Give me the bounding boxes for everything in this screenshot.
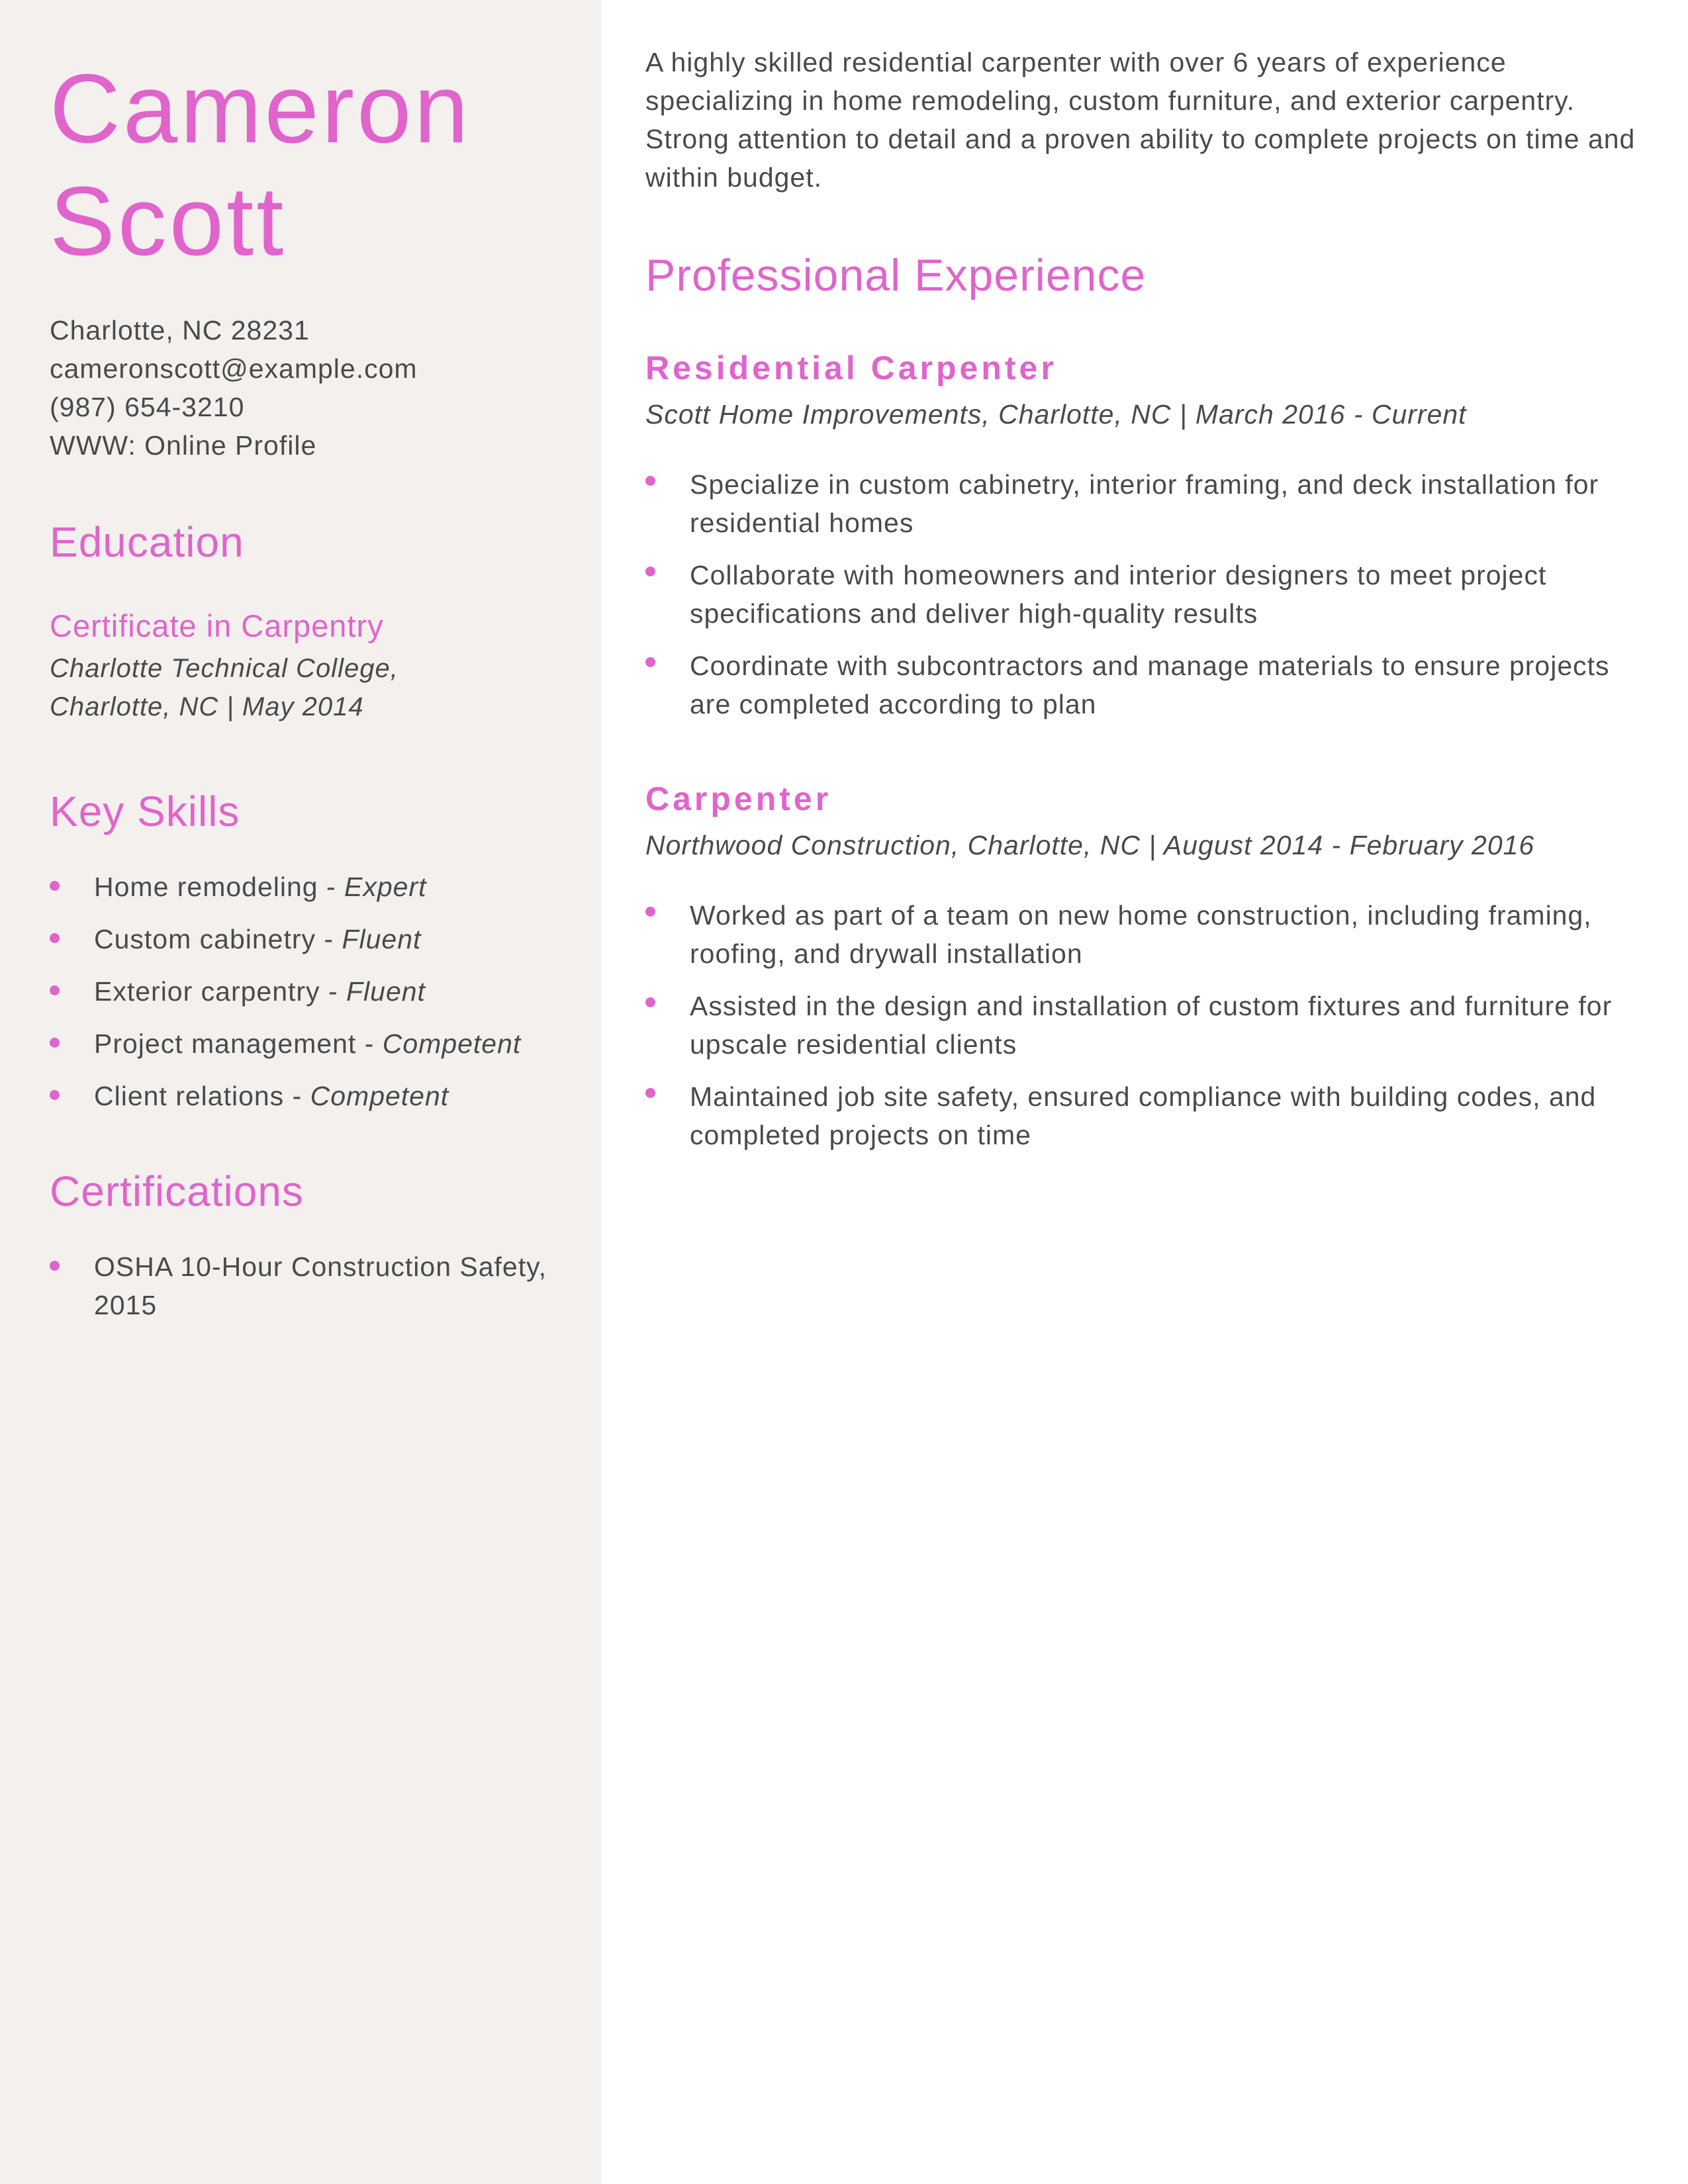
skill-level: Fluent (342, 924, 422, 954)
skill-name: Project management - (94, 1028, 383, 1059)
candidate-name (50, 53, 566, 278)
job-bullet: Maintained job site safety, ensured compliance with building codes, and completed projects on time (645, 1077, 1645, 1154)
skill-level: Competent (310, 1081, 449, 1111)
skill-level: Competent (382, 1028, 522, 1059)
job-title: Carpenter (645, 780, 832, 817)
job-meta: Northwood Construction, Charlotte, NC | August 2014 - February 2016 (645, 830, 1535, 860)
job-bullets (645, 465, 1645, 723)
education-title: Certificate in Carpentry (50, 608, 384, 643)
skill-name: Custom cabinetry - (94, 924, 342, 954)
skill-name: Exterior carpentry - (94, 976, 346, 1007)
contact-info (50, 311, 566, 465)
skill-item (50, 868, 566, 906)
job-entry (645, 349, 1645, 723)
last-name: Scott (50, 167, 287, 276)
skill-item (50, 920, 566, 958)
contact-phone: (987) 654-3210 (50, 392, 245, 422)
job-bullet: Worked as part of a team on new home construction, including framing, roofing, and drywall installation (645, 896, 1645, 973)
education-heading: Education (50, 518, 244, 566)
job-bullets (645, 896, 1645, 1154)
certifications-heading: Certifications (50, 1167, 304, 1215)
sidebar (0, 0, 601, 2184)
job-bullet: Specialize in custom cabinetry, interior framing, and deck installation for residential homes (645, 465, 1645, 542)
skills-heading: Key Skills (50, 788, 240, 835)
contact-email[interactable]: cameronscott@example.com (50, 353, 418, 384)
main-content (645, 43, 1645, 1168)
job-bullet: Assisted in the design and installation of custom fixtures and furniture for upscale residential clients (645, 987, 1645, 1064)
contact-website[interactable]: WWW: Online Profile (50, 430, 317, 461)
skill-level: Fluent (346, 976, 426, 1007)
skill-item (50, 972, 566, 1011)
job-entry (645, 780, 1645, 1154)
skill-item (50, 1024, 566, 1063)
professional-summary: A highly skilled residential carpenter with over 6 years of experience specializing in home remodeling, custom furniture, and exterior carpentry. Strong attention to detail and a proven ability to complete projects on time and within budget. (645, 47, 1636, 193)
experience-heading: Professional Experience (645, 250, 1147, 300)
job-bullet: Collaborate with homeowners and interior designers to meet project specifications and deliver high-quality results (645, 556, 1645, 633)
contact-location: Charlotte, NC 28231 (50, 315, 310, 345)
skill-name: Client relations - (94, 1081, 310, 1111)
certification-item: OSHA 10-Hour Construction Safety, 2015 (50, 1248, 566, 1324)
education-school-line2: Charlotte, NC | May 2014 (50, 692, 364, 721)
skill-level: Expert (344, 872, 427, 902)
first-name: Cameron (50, 54, 471, 163)
job-title: Residential Carpenter (645, 349, 1057, 387)
skill-item (50, 1077, 566, 1115)
certifications-list (50, 1248, 566, 1324)
education-school-line1: Charlotte Technical College, (50, 654, 399, 683)
job-meta: Scott Home Improvements, Charlotte, NC | March 2016 - Current (645, 399, 1467, 430)
job-bullet: Coordinate with subcontractors and manage materials to ensure projects are completed according to plan (645, 647, 1645, 723)
skill-name: Home remodeling - (94, 872, 345, 902)
education-school (50, 649, 566, 726)
skills-list (50, 868, 566, 1115)
sidebar-content (50, 53, 566, 1324)
